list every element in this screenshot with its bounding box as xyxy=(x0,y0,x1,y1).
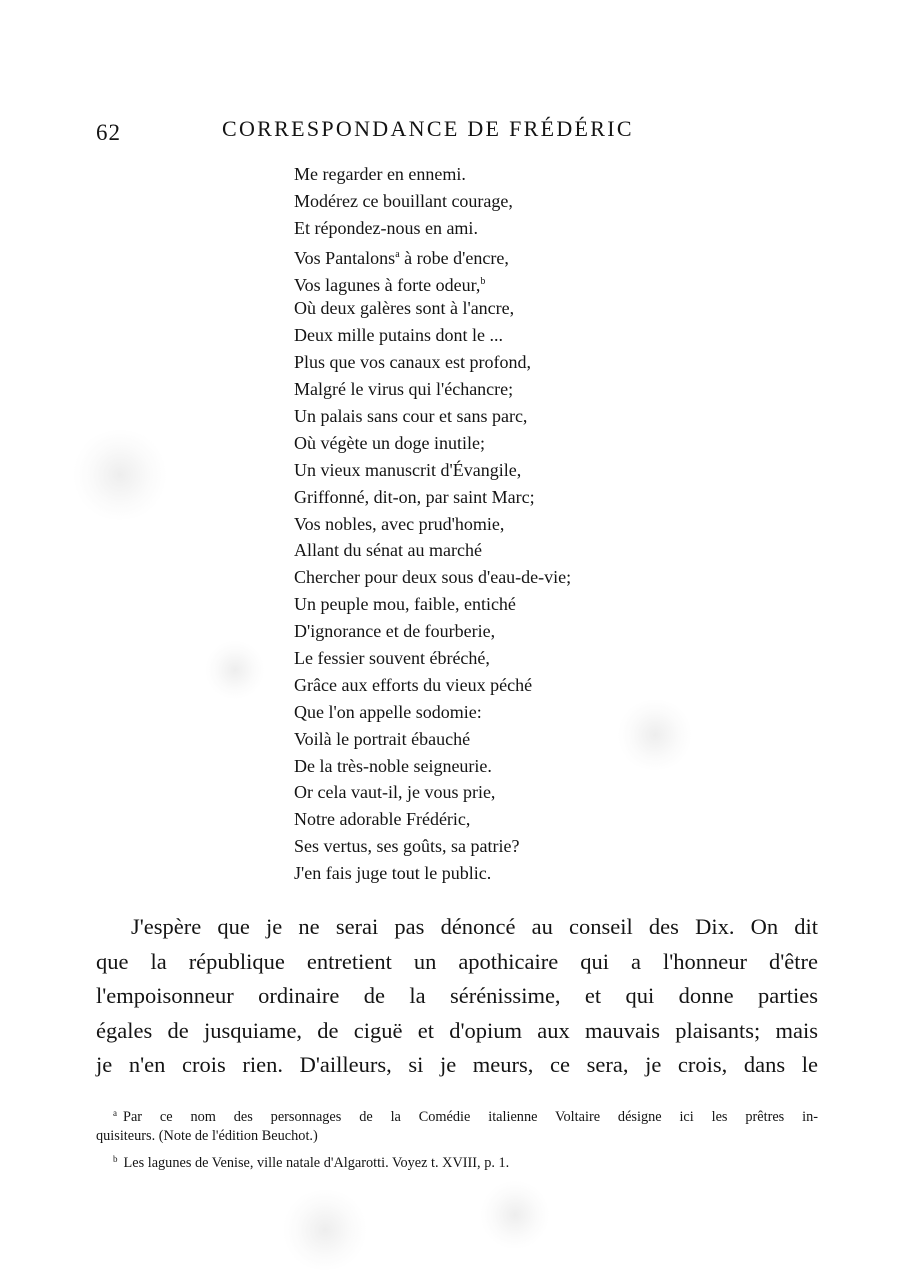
verse-line: Un vieux manuscrit d'Évangile, xyxy=(294,459,522,480)
footnote-mark: b xyxy=(113,1154,118,1164)
footnote-ref-a: a xyxy=(395,248,400,260)
verse-line: Chercher pour deux sous d'eau-de-vie; xyxy=(294,567,572,588)
verse-line: Voilà le portrait ébauché xyxy=(294,728,471,749)
verse-line: Modérez ce bouillant courage, xyxy=(294,190,513,211)
verse-text: Vos Pantalons xyxy=(294,247,396,268)
verse-line: Un palais sans cour et sans parc, xyxy=(294,406,528,427)
verse-line xyxy=(294,242,674,269)
paper-stain xyxy=(480,1180,550,1250)
paper-stain xyxy=(70,430,170,520)
verse-line: Plus que vos canaux est profond, xyxy=(294,352,531,373)
verse-line: Vos nobles, avec prud'homie, xyxy=(294,513,505,534)
prose-line: l'empoisonneur ordinaire de la sérénissime, et qui donne parties xyxy=(96,983,818,1008)
verse-line xyxy=(294,269,674,296)
verse-line: Et répondez-nous en ami. xyxy=(294,217,478,238)
paper-stain xyxy=(280,1190,370,1270)
verse-line: Ses vertus, ses goûts, sa patrie? xyxy=(294,836,520,857)
verse-line: J'en fais juge tout le public. xyxy=(294,863,492,884)
verse-line: De la très-noble seigneurie. xyxy=(294,755,492,776)
verse-line: Où deux galères sont à l'ancre, xyxy=(294,298,515,319)
footnote-text: Les lagunes de Venise, ville natale d'Algarotti. Voyez t. XVIII, p. 1. xyxy=(123,1155,510,1171)
prose-line: égales de jusquiame, de ciguë et d'opium aux mauvais plaisants; mais xyxy=(96,1017,818,1043)
verse-line: Notre adorable Frédéric, xyxy=(294,809,471,830)
footnote-text: Par ce nom des personnages de la Comédie italienne Voltaire désigne ici les prêtres in- xyxy=(123,1109,818,1125)
page-number: 62 xyxy=(96,120,121,145)
verse-line: Allant du sénat au marché xyxy=(294,540,482,561)
verse-text: Vos lagunes à forte odeur, xyxy=(294,274,481,295)
footnote-ref-b: b xyxy=(480,275,486,287)
footnote-a xyxy=(96,1102,818,1125)
prose-line: je n'en crois rien. D'ailleurs, si je meurs, ce sera, je crois, dans le xyxy=(96,1052,818,1077)
prose-paragraph xyxy=(96,910,818,1083)
verse-line: Que l'on appelle sodomie: xyxy=(294,701,482,722)
verse-line: Malgré le virus qui l'échancre; xyxy=(294,379,514,400)
verse-line: Deux mille putains dont le ... xyxy=(294,325,503,346)
footnote-mark: a xyxy=(113,1108,117,1118)
poem xyxy=(294,161,674,887)
verse-line: D'ignorance et de fourberie, xyxy=(294,621,496,642)
verse-line: Or cela vaut-il, je vous prie, xyxy=(294,782,496,803)
verse-line: Où végète un doge inutile; xyxy=(294,432,485,453)
footnotes xyxy=(96,1102,818,1171)
prose-line: J'espère que je ne serai pas dénoncé au conseil des Dix. On dit xyxy=(131,914,818,939)
footnote-a-continuation: quisiteurs. (Note de l'édition Beuchot.) xyxy=(96,1128,318,1144)
prose-line: que la république entretient un apothicaire qui a l'honneur d'être xyxy=(96,948,818,974)
verse-line: Grâce aux efforts du vieux péché xyxy=(294,674,533,695)
running-title: CORRESPONDANCE DE FRÉDÉRIC xyxy=(222,116,634,141)
footnote-b xyxy=(96,1148,818,1171)
paper-stain xyxy=(205,640,265,700)
verse-line: Me regarder en ennemi. xyxy=(294,164,466,184)
verse-line: Griffonné, dit-on, par saint Marc; xyxy=(294,486,535,507)
verse-line: Le fessier souvent ébréché, xyxy=(294,648,490,669)
verse-text: à robe d'encre, xyxy=(399,247,509,268)
verse-line: Un peuple mou, faible, entiché xyxy=(294,594,516,615)
